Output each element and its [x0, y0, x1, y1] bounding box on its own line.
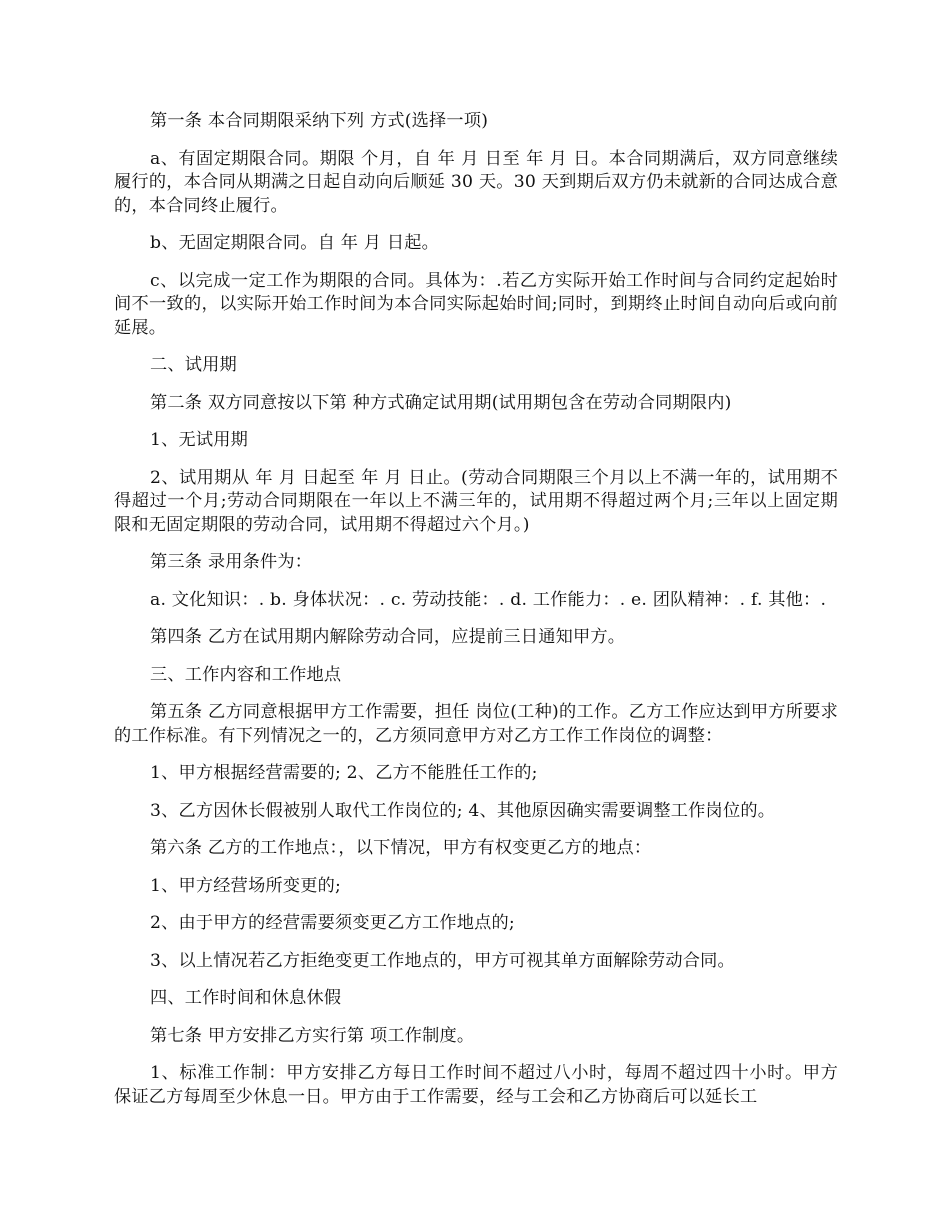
paragraph-option-a: a、有固定期限合同。期限 个月，自 年 月 日至 年 月 日。本合同期满后，双方同意继续履行的，本合同从期满之日起自动向后顺延 30 天。30 天到期后双方仍未就新的合同达成合意的，本合同终止履行。	[114, 148, 838, 216]
paragraph-location-2: 2、由于甲方的经营需要须变更乙方工作地点的;	[150, 913, 515, 933]
paragraph-term-4: 第四条 乙方在试用期内解除劳动合同，应提前三日通知甲方。	[150, 627, 626, 647]
paragraph-hiring-conditions: a. 文化知识：. b. 身体状况：. c. 劳动技能：. d. 工作能力：. e. 团队精神：. f. 其他：.	[150, 589, 827, 610]
paragraph-term-2: 第二条 双方同意按以下第 种方式确定试用期(试用期包含在劳动合同期限内)	[150, 392, 732, 413]
section-heading-working-hours: 四、工作时间和休息休假	[150, 988, 342, 1008]
paragraph-adjust-reasons-1: 1、甲方根据经营需要的; 2、乙方不能胜任工作的;	[150, 763, 538, 783]
paragraph-option-b: b、无固定期限合同。自 年 月 日起。	[150, 233, 440, 253]
section-heading-work-content: 三、工作内容和工作地点	[150, 664, 342, 685]
paragraph-term-1: 第一条 本合同期限采纳下列 方式(选择一项)	[150, 111, 489, 131]
paragraph-term-3: 第三条 录用条件为：	[150, 552, 313, 572]
paragraph-term-7: 第七条 甲方安排乙方实行第 项工作制度。	[150, 1025, 475, 1046]
section-heading-probation: 二、试用期	[150, 355, 237, 375]
paragraph-option-c: c、以完成一定工作为期限的合同。具体为：.若乙方实际开始工作时间与合同约定起始时间不一致的，以实际开始工作时间为本合同实际起始时间;同时，到期终止时间自动向后或向前延展。	[114, 270, 838, 338]
paragraph-standard-hours: 1、标准工作制：甲方安排乙方每日工作时间不超过八小时，每周不超过四十小时。甲方保证乙方每周至少休息一日。甲方由于工作需要，经与工会和乙方协商后可以延长工	[114, 1063, 838, 1107]
paragraph-term-6: 第六条 乙方的工作地点：，以下情况，甲方有权变更乙方的地点：	[150, 838, 652, 858]
paragraph-adjust-reasons-2: 3、乙方因休长假被别人取代工作岗位的; 4、其他原因确实需要调整工作岗位的。	[150, 800, 776, 821]
paragraph-probation-none: 1、无试用期	[150, 430, 249, 450]
paragraph-location-1: 1、甲方经营场所变更的;	[150, 875, 342, 896]
paragraph-probation-period: 2、试用期从 年 月 日起至 年 月 日止。(劳动合同期限三个月以上不满一年的，试用期不得超过一个月;劳动合同期限在一年以上不满三年的，试用期不得超过两个月;三年以上固定期限和无固定期限的劳动合同，试用期不得超过六个月。)	[114, 467, 838, 535]
document-body	[114, 110, 838, 1123]
paragraph-term-5: 第五条 乙方同意根据甲方工作需要，担任 岗位(工种)的工作。乙方工作应达到甲方所要求的工作标准。有下列情况之一的，乙方须同意甲方对乙方工作工作岗位的调整：	[114, 702, 838, 746]
paragraph-location-3: 3、以上情况若乙方拒绝变更工作地点的，甲方可视其单方面解除劳动合同。	[150, 950, 735, 971]
